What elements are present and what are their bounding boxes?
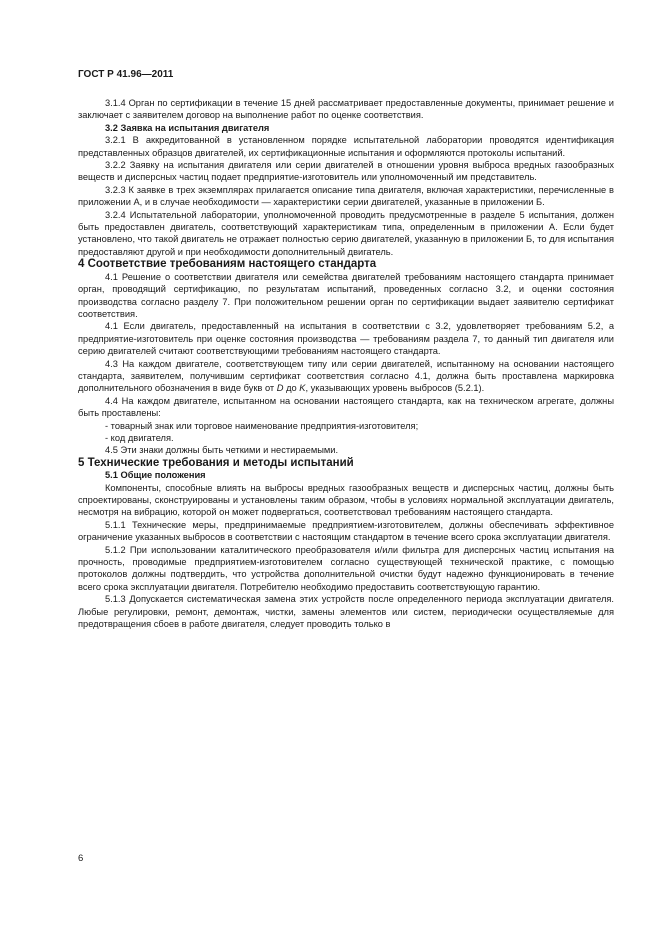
paragraph-4-3 (78, 358, 614, 395)
paragraph-3-1-4: 3.1.4 Орган по сертификации в течение 15 дней рассматривает предоставленные документы, принимает решение и заключает с заявителем договор на выполнение работ по оценке соответствия. (78, 98, 614, 121)
list-item-engine-code: - код двигателя. (105, 432, 174, 443)
paragraph-4-3-text-b: до (283, 383, 300, 394)
subsection-heading-5-1: 5.1 Общие положения (105, 470, 206, 481)
paragraph-4-3-text-c: , указывающих уровень выбросов (5.2.1). (305, 383, 485, 394)
document-header: ГОСТ Р 41.96—2011 (78, 69, 174, 80)
paragraph-4-1: 4.1 Решение о соответствии двигателя или семейства двигателей требованиям настоящего стандарта принимает орган, проводящий сертификацию, по результатам испытаний, проведенных согласно 3.2, и оценки состояния производства согласно разделу 7. При положительном решении орган по сертификации выдает заявителю сертификат соответствия. (78, 271, 614, 319)
section-heading-5: 5 Технические требования и методы испытаний (78, 456, 354, 469)
paragraph-4-3-letter-k: K (299, 383, 306, 394)
subsection-heading-3-2: 3.2 Заявка на испытания двигателя (105, 122, 270, 133)
paragraph-5-1-3: 5.1.3 Допускается систематическая замена этих устройств после определенного периода эксплуатации двигателя. Любые регулировки, ремонт, демонтаж, чистки, замены элементов или систем, периодически осуществляемые для предотвращения сбоев в работе двигателя, следует проводить только в (78, 594, 614, 630)
paragraph-5-1-2: 5.1.2 При использовании каталитического преобразователя и/или фильтра для дисперсных частиц испытания на прочность, проводимые предприятием-изготовителем согласно существующей технической практике, с помощью протоколов должны подтвердить, что устройства дополнительной очистки будут надежно функционировать в течение всего срока эксплуатации двигателя. Потребителю необходимо предоставить соответствующую гарантию. (78, 544, 614, 592)
page-body (78, 97, 614, 630)
paragraph-3-2-4: 3.2.4 Испытательной лаборатории, уполномоченной проводить предусмотренные в разделе 5 испытания, должен быть предоставлен двигатель, соответствующий характеристикам типа, определенным в приложении А. Если будет установлено, что такой двигатель не отражает полностью серию двигателей, указанную в приложении Б, то для испытания предоставляют другой и при необходимости дополнительный двигатель. (78, 209, 614, 257)
paragraph-5-1-1: 5.1.1 Технические меры, предпринимаемые предприятием-изготовителем, должны обеспечивать эффективное ограничение указанных выбросов в соответствии с настоящим стандартом в течение всего срока эксплуатации двигателя. (78, 519, 614, 543)
paragraph-3-2-3: 3.2.3 К заявке в трех экземплярах прилагается описание типа двигателя, включая характеристики, перечисленные в приложении А, и в случае необходимости — характеристики серии двигателей, указанные в приложении Б. (78, 184, 614, 208)
paragraph-5-1: Компоненты, способные влиять на выбросы вредных газообразных веществ и дисперсных частиц, должны быть спроектированы, сконструированы и установлены таким образом, чтобы в условиях нормальной эксплуатации двигатель, несмотря на вибрацию, которой он может подвергаться, соответствовал требованиям настоящего стандарта. (78, 482, 614, 518)
paragraph-4-3-letter-d: D (276, 383, 284, 394)
paragraph-4-3-text-a: 4.3 На каждом двигателе, соответствующем типу или серии двигателей, испытанному на основании настоящего стандарта, заявителем, получившим сертификат соответствия согласно 4.1, должна быть проставлена маркировка дополнительного обозначения в виде букв от (78, 358, 614, 394)
paragraph-3-2-1: 3.2.1 В аккредитованной в установленном порядке испытательной лаборатории проводятся идентификация представленных образцов двигателей, их сертификационные испытания и оформляются протоколы испытаний. (78, 135, 614, 158)
list-item-trademark: - товарный знак или торговое наименование предприятия-изготовителя; (105, 420, 419, 431)
paragraph-4-4: 4.4 На каждом двигателе, испытанном на основании настоящего стандарта, как на техническом агрегате, должны быть проставлены: (78, 395, 614, 419)
section-heading-4: 4 Соответствие требованиям настоящего стандарта (78, 258, 377, 271)
paragraph-4-5: 4.5 Эти знаки должны быть четкими и нестираемыми. (105, 445, 339, 456)
page-number: 6 (78, 853, 84, 864)
paragraph-4-1-second: 4.1 Если двигатель, предоставленный на испытания в соответствии с 3.2, удовлетворяет требованиям 5.2, а предприятие-изготовитель при оценке состояния производства — требованиям раздела 7, то данный тип двигателя или серию двигателей считают соответствующими требованиям настоящего стандарта. (78, 321, 614, 357)
paragraph-3-2-2: 3.2.2 Заявку на испытания двигателя или серии двигателей в отношении уровня выброса вредных газообразных веществ и дисперсных частиц подает предприятие-изготовитель или уполномоченный им представитель. (78, 160, 614, 183)
